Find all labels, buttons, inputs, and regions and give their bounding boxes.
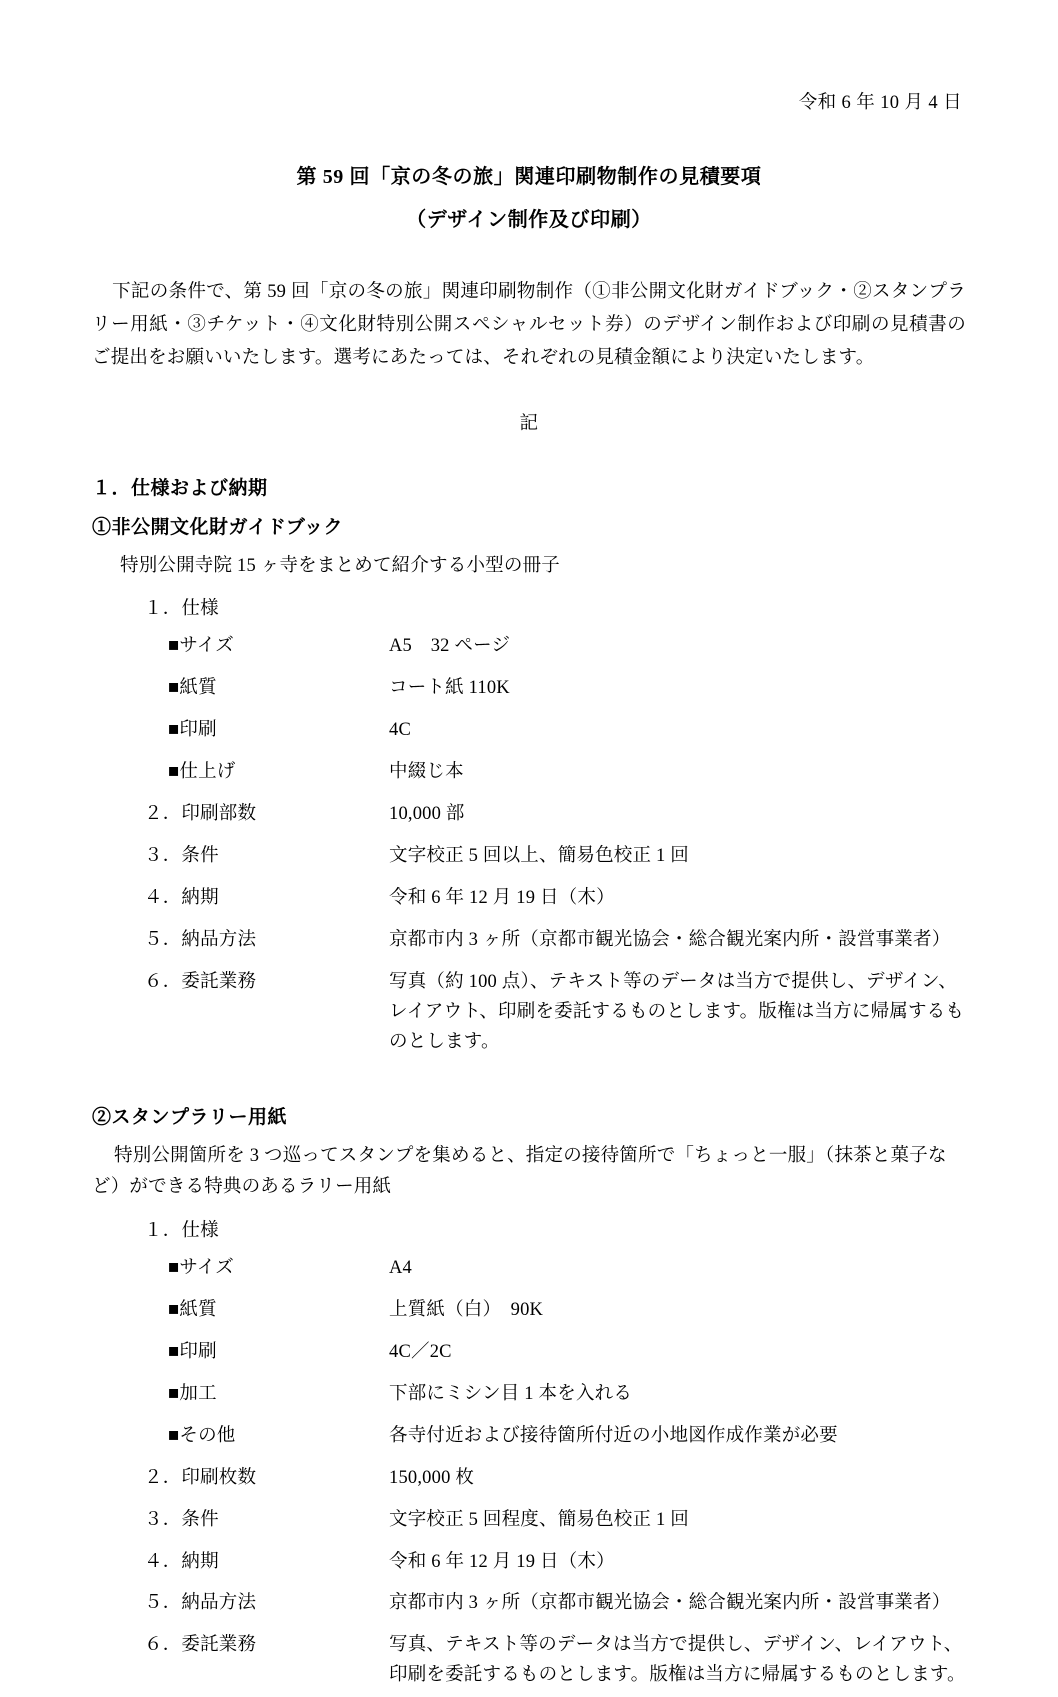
spec-value: 4C — [389, 720, 411, 741]
spec-key: ■その他 — [168, 1425, 236, 1446]
section-heading-1: １．仕様および納期 — [92, 477, 268, 499]
table-row — [92, 1458, 966, 1500]
spec-key: ２．印刷部数 — [144, 804, 257, 825]
item-1-spec-label: １．仕様 — [144, 599, 219, 620]
table-row — [92, 1374, 966, 1416]
item-2-spec-table — [92, 1248, 966, 1697]
spec-value: コート紙 110K — [389, 678, 510, 699]
table-row — [92, 878, 966, 920]
ki-marker: 記 — [519, 413, 539, 434]
table-row — [92, 1332, 966, 1374]
item-description-1: 特別公開寺院 15 ヶ寺をまとめて紹介する小型の冊子 — [120, 555, 560, 576]
table-row — [92, 626, 966, 668]
spec-key: ■紙質 — [168, 1299, 217, 1320]
spec-value: 令和 6 年 12 月 19 日（木） — [389, 1551, 615, 1572]
spec-value: 文字校正 5 回以上、簡易色校正 1 回 — [389, 846, 690, 867]
spec-key: ■仕上げ — [168, 762, 236, 783]
item-description-2: 特別公開箇所を 3 つ巡ってスタンプを集めると、指定の接待箇所で「ちょっと一服」（抹茶と菓子など）ができる特典のあるラリー用紙 — [92, 1145, 947, 1198]
spec-value: A5 32 ページ — [389, 636, 511, 657]
spec-key: ４．納期 — [144, 888, 219, 909]
spec-value: 写真（約 100 点）、テキスト等のデータは当方で提供し、デザイン、レイアウト、印刷を委託するものとします。版権は当方に帰属するものとします。 — [389, 971, 965, 1052]
spec-value: 4C／2C — [389, 1341, 452, 1362]
table-row — [92, 752, 966, 794]
section-spacer — [92, 1064, 966, 1090]
spec-key: ■サイズ — [168, 1257, 234, 1278]
table-row — [92, 794, 966, 836]
spec-value: A4 — [389, 1257, 413, 1278]
spec-value: 150,000 枚 — [389, 1467, 475, 1488]
spec-value: 京都市内 3 ヶ所（京都市観光協会・総合観光案内所・設営事業者） — [389, 929, 951, 950]
page-title: 第 59 回「京の冬の旅」関連印刷物制作の見積要項 — [296, 166, 762, 188]
table-row — [92, 1248, 966, 1290]
page-subtitle: （デザイン制作及び印刷） — [406, 209, 652, 231]
spec-value: 10,000 部 — [389, 804, 465, 825]
spec-value: 文字校正 5 回程度、簡易色校正 1 回 — [389, 1509, 690, 1530]
table-row — [92, 836, 966, 878]
document-date: 令和 6 年 10 月 4 日 — [798, 93, 962, 113]
table-row — [92, 920, 966, 962]
spec-key: ■加工 — [168, 1383, 217, 1404]
spec-key: ■紙質 — [168, 678, 217, 699]
spec-value: 下部にミシン目 1 本を入れる — [389, 1383, 633, 1404]
spec-key: ■印刷 — [168, 1341, 217, 1362]
spec-key: ５．納品方法 — [144, 929, 257, 950]
spec-value: 中綴じ本 — [389, 762, 464, 783]
spec-key: ５．納品方法 — [144, 1593, 257, 1614]
spec-value: 令和 6 年 12 月 19 日（木） — [389, 888, 615, 909]
spec-value: 上質紙（白） 90K — [389, 1299, 544, 1320]
table-row — [92, 1290, 966, 1332]
table-row — [92, 1583, 966, 1625]
spec-key: ■サイズ — [168, 636, 234, 657]
spec-key: ■印刷 — [168, 720, 217, 741]
table-row — [92, 1542, 966, 1584]
intro-paragraph — [92, 276, 966, 375]
spec-key: ２．印刷枚数 — [144, 1467, 257, 1488]
spec-value: 各寺付近および接待箇所付近の小地図作成作業が必要 — [389, 1425, 838, 1446]
item-1-spec-table — [92, 626, 966, 1064]
table-row — [92, 1625, 966, 1697]
spec-key: ４．納期 — [144, 1551, 219, 1572]
intro-text: 下記の条件で、第 59 回「京の冬の旅」関連印刷物制作（①非公開文化財ガイドブック・②スタンプラリー用紙・③チケット・④文化財特別公開スペシャルセット券）のデザイン制作および印刷の見積書のご提出をお願いいたします。選考にあたっては、それぞれの見積金額により決定いたします。 — [92, 282, 966, 368]
spec-key: ３．条件 — [144, 1509, 219, 1530]
table-row — [92, 962, 966, 1064]
table-row — [92, 668, 966, 710]
table-row — [92, 1416, 966, 1458]
table-row — [92, 1500, 966, 1542]
spec-key: ６．委託業務 — [144, 1635, 257, 1656]
spec-value: 写真、テキスト等のデータは当方で提供し、デザイン、レイアウト、印刷を委託するものとします。版権は当方に帰属するものとします。 — [389, 1635, 966, 1686]
spec-key: ３．条件 — [144, 846, 219, 867]
spec-key: ６．委託業務 — [144, 971, 257, 992]
table-row — [92, 710, 966, 752]
item-2-spec-label: １．仕様 — [144, 1220, 219, 1241]
spec-value: 京都市内 3 ヶ所（京都市観光協会・総合観光案内所・設営事業者） — [389, 1593, 951, 1614]
item-heading-2: ②スタンプラリー用紙 — [92, 1106, 288, 1128]
item-heading-1: ①非公開文化財ガイドブック — [92, 516, 344, 538]
